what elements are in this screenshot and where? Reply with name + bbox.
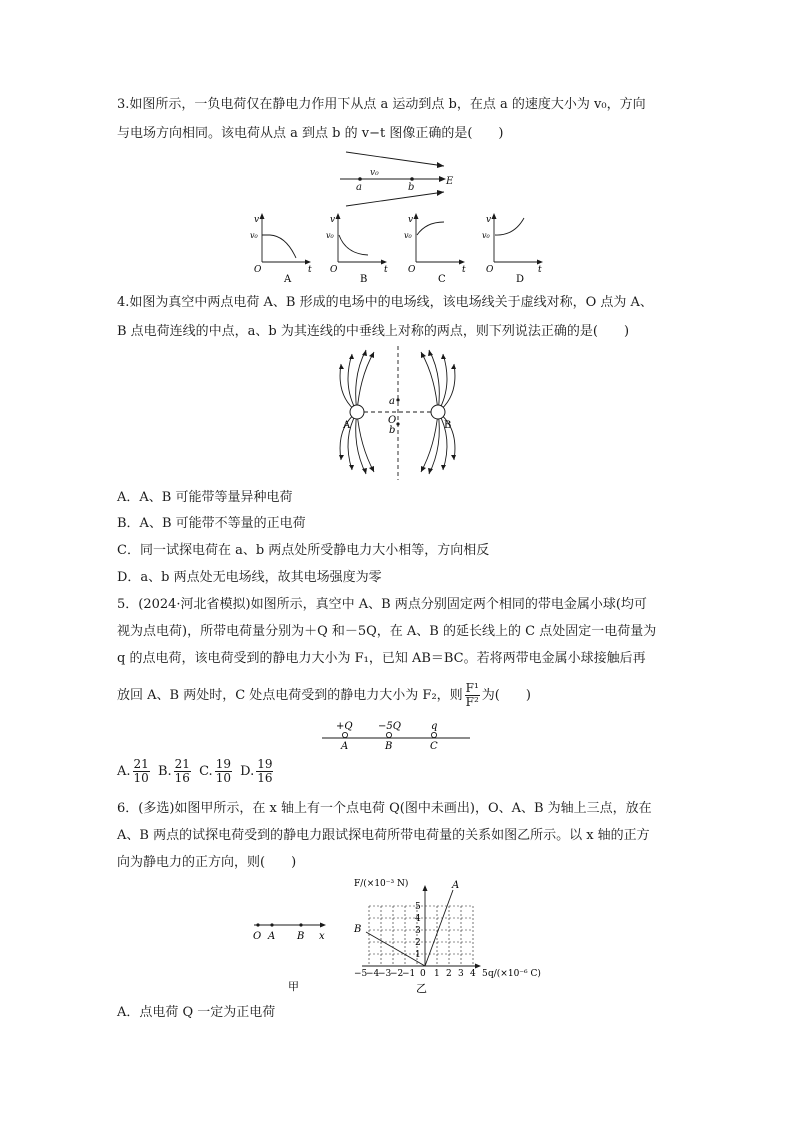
svg-text:v₀: v₀ <box>404 231 412 240</box>
svg-text:O: O <box>254 265 262 275</box>
svg-text:O: O <box>408 265 416 275</box>
q4-stem-line2: B 点电荷连线的中点，a、b 为其连线的中垂线上对称的两点，则下列说法正确的是( ) <box>117 324 630 339</box>
q6-figure-jia <box>248 914 334 994</box>
q3-stem-line2: 与电场方向相同。该电荷从点 a 到点 b 的 v−t 图像正确的是( ) <box>117 126 504 141</box>
svg-text:t: t <box>538 265 542 275</box>
svg-text:+Q: +Q <box>336 721 353 732</box>
svg-text:2: 2 <box>446 969 452 979</box>
q3-option-graphs <box>248 210 548 286</box>
q6-caption-jia: 甲 <box>288 980 299 993</box>
q6-stem-line3: 向为静电力的正方向，则( ) <box>117 855 297 870</box>
svg-text:5: 5 <box>482 969 488 979</box>
svg-text:b: b <box>389 425 396 436</box>
q5-charges-diagram <box>318 716 474 752</box>
svg-text:−4: −4 <box>366 969 380 979</box>
svg-text:t: t <box>308 265 312 275</box>
svg-text:A: A <box>343 420 351 431</box>
svg-text:q/(×10⁻⁶ C): q/(×10⁻⁶ C) <box>488 969 541 979</box>
svg-text:F/(×10⁻³ N): F/(×10⁻³ N) <box>354 879 409 889</box>
svg-text:O: O <box>388 415 397 426</box>
svg-text:t: t <box>462 265 466 275</box>
svg-text:x: x <box>319 931 325 942</box>
svg-text:q: q <box>431 721 438 732</box>
svg-text:a: a <box>389 396 395 407</box>
svg-text:B: B <box>385 741 393 752</box>
svg-text:B: B <box>444 420 452 431</box>
q5-ratio-fraction: $\frac{\text{F¹}}{\text{F²}}$ <box>465 681 479 709</box>
svg-text:v: v <box>330 215 336 225</box>
svg-text:−5: −5 <box>354 969 368 979</box>
svg-text:4: 4 <box>470 969 476 979</box>
q4-field-lines-diagram <box>338 346 463 480</box>
q5-stem-line1: 5．(2024·河北省模拟)如图所示，真空中 A、B 两点分别固定两个相同的带电金属小球(均可 <box>117 597 647 612</box>
q5-options <box>117 758 275 785</box>
svg-text:v₀: v₀ <box>250 231 258 240</box>
svg-text:0: 0 <box>420 969 426 979</box>
svg-text:A: A <box>268 931 276 942</box>
q4-option-B: B．A、B 可能带不等量的正电荷 <box>117 516 306 531</box>
q3-fig-E: E <box>446 176 454 187</box>
svg-text:4: 4 <box>415 914 421 924</box>
q5-stem-line4: 放回 A、B 两处时，C 处点电荷受到的静电力大小为 F₂，则 $\frac{\text{F¹}}{\text{F²}}$ 为( ) <box>117 681 531 709</box>
svg-text:−1: −1 <box>402 969 416 979</box>
q6-stem-line2: A、B 两点的试探电荷受到的静电力跟试探电荷所带电荷量的关系如图乙所示。以 x 轴的正方 <box>117 828 650 843</box>
q3-fig-a: a <box>356 182 362 193</box>
q5-option-A: A. $\frac{21}{10}$ <box>117 757 149 785</box>
svg-text:O: O <box>330 265 338 275</box>
q4-option-A: A．A、B 可能带等量异种电荷 <box>117 490 293 505</box>
svg-text:3: 3 <box>415 926 421 936</box>
q3-fig-b: b <box>408 182 415 193</box>
q4-stem-line1: 4.如图为真空中两点电荷 A、B 形成的电场中的电场线，该电场线关于虚线对称，O 点为 A、 <box>117 295 653 310</box>
svg-text:v₀: v₀ <box>482 231 490 240</box>
svg-text:1: 1 <box>434 969 440 979</box>
svg-text:t: t <box>384 265 388 275</box>
svg-text:v: v <box>408 215 414 225</box>
q3-stem-line1: 3.如图所示，一负电荷仅在静电力作用下从点 a 运动到点 b，在点 a 的速度大小为 v₀，方向 <box>117 97 646 112</box>
q3-graph-D-label: D <box>516 274 525 285</box>
svg-text:B: B <box>297 931 305 942</box>
svg-text:O: O <box>486 265 494 275</box>
q5-option-C: C. $\frac{19}{10}$ <box>199 757 231 785</box>
q6-option-A: A．点电荷 Q 一定为正电荷 <box>117 1005 276 1020</box>
q3-field-diagram <box>340 148 460 210</box>
svg-text:O: O <box>253 931 262 942</box>
q5-stem-line3: q 的点电荷，该电荷受到的静电力大小为 F₁，已知 AB＝BC。若将两带电金属小球接触后再 <box>117 651 646 666</box>
svg-text:v₀: v₀ <box>326 231 334 240</box>
svg-text:−3: −3 <box>378 969 392 979</box>
q3-graph-C <box>404 213 466 285</box>
q5-stem-line2: 视为点电荷)，所带电荷量分别为＋Q 和－5Q，在 A、B 的延长线上的 C 点处固定一电荷量为 <box>117 624 657 639</box>
svg-text:3: 3 <box>458 969 464 979</box>
svg-text:B: B <box>354 924 362 935</box>
svg-text:1: 1 <box>415 950 421 960</box>
svg-text:A: A <box>341 741 349 752</box>
q4-option-C: C．同一试探电荷在 a、b 两点处所受静电力大小相等，方向相反 <box>117 543 490 558</box>
q6-stem-line1: 6．(多选)如图甲所示，在 x 轴上有一个点电荷 Q(图中未画出)，O、A、B 为轴上三点，放在 <box>117 801 652 816</box>
svg-text:A: A <box>452 880 460 891</box>
q3-fig-v0: v₀ <box>370 168 379 178</box>
q3-graph-B-label: B <box>360 274 368 285</box>
q6-figure-yi <box>350 876 550 994</box>
q5-option-D: D. $\frac{19}{16}$ <box>240 757 273 785</box>
q3-graph-A <box>250 213 312 285</box>
q6-caption-yi: 乙 <box>416 982 427 994</box>
svg-text:v: v <box>486 215 492 225</box>
q3-graph-D <box>482 213 543 285</box>
q3-graph-C-label: C <box>438 274 446 285</box>
q5-option-B: B. $\frac{21}{16}$ <box>157 757 190 785</box>
svg-text:−2: −2 <box>390 969 404 979</box>
q3-graph-A-label: A <box>284 274 292 285</box>
svg-text:C: C <box>430 741 438 752</box>
svg-text:v: v <box>254 215 260 225</box>
q3-graph-B <box>326 213 388 285</box>
svg-text:2: 2 <box>415 938 421 948</box>
q4-option-D: D．a、b 两点处无电场线，故其电场强度为零 <box>117 570 382 585</box>
svg-text:5: 5 <box>415 902 421 912</box>
svg-text:−5Q: −5Q <box>378 721 401 732</box>
